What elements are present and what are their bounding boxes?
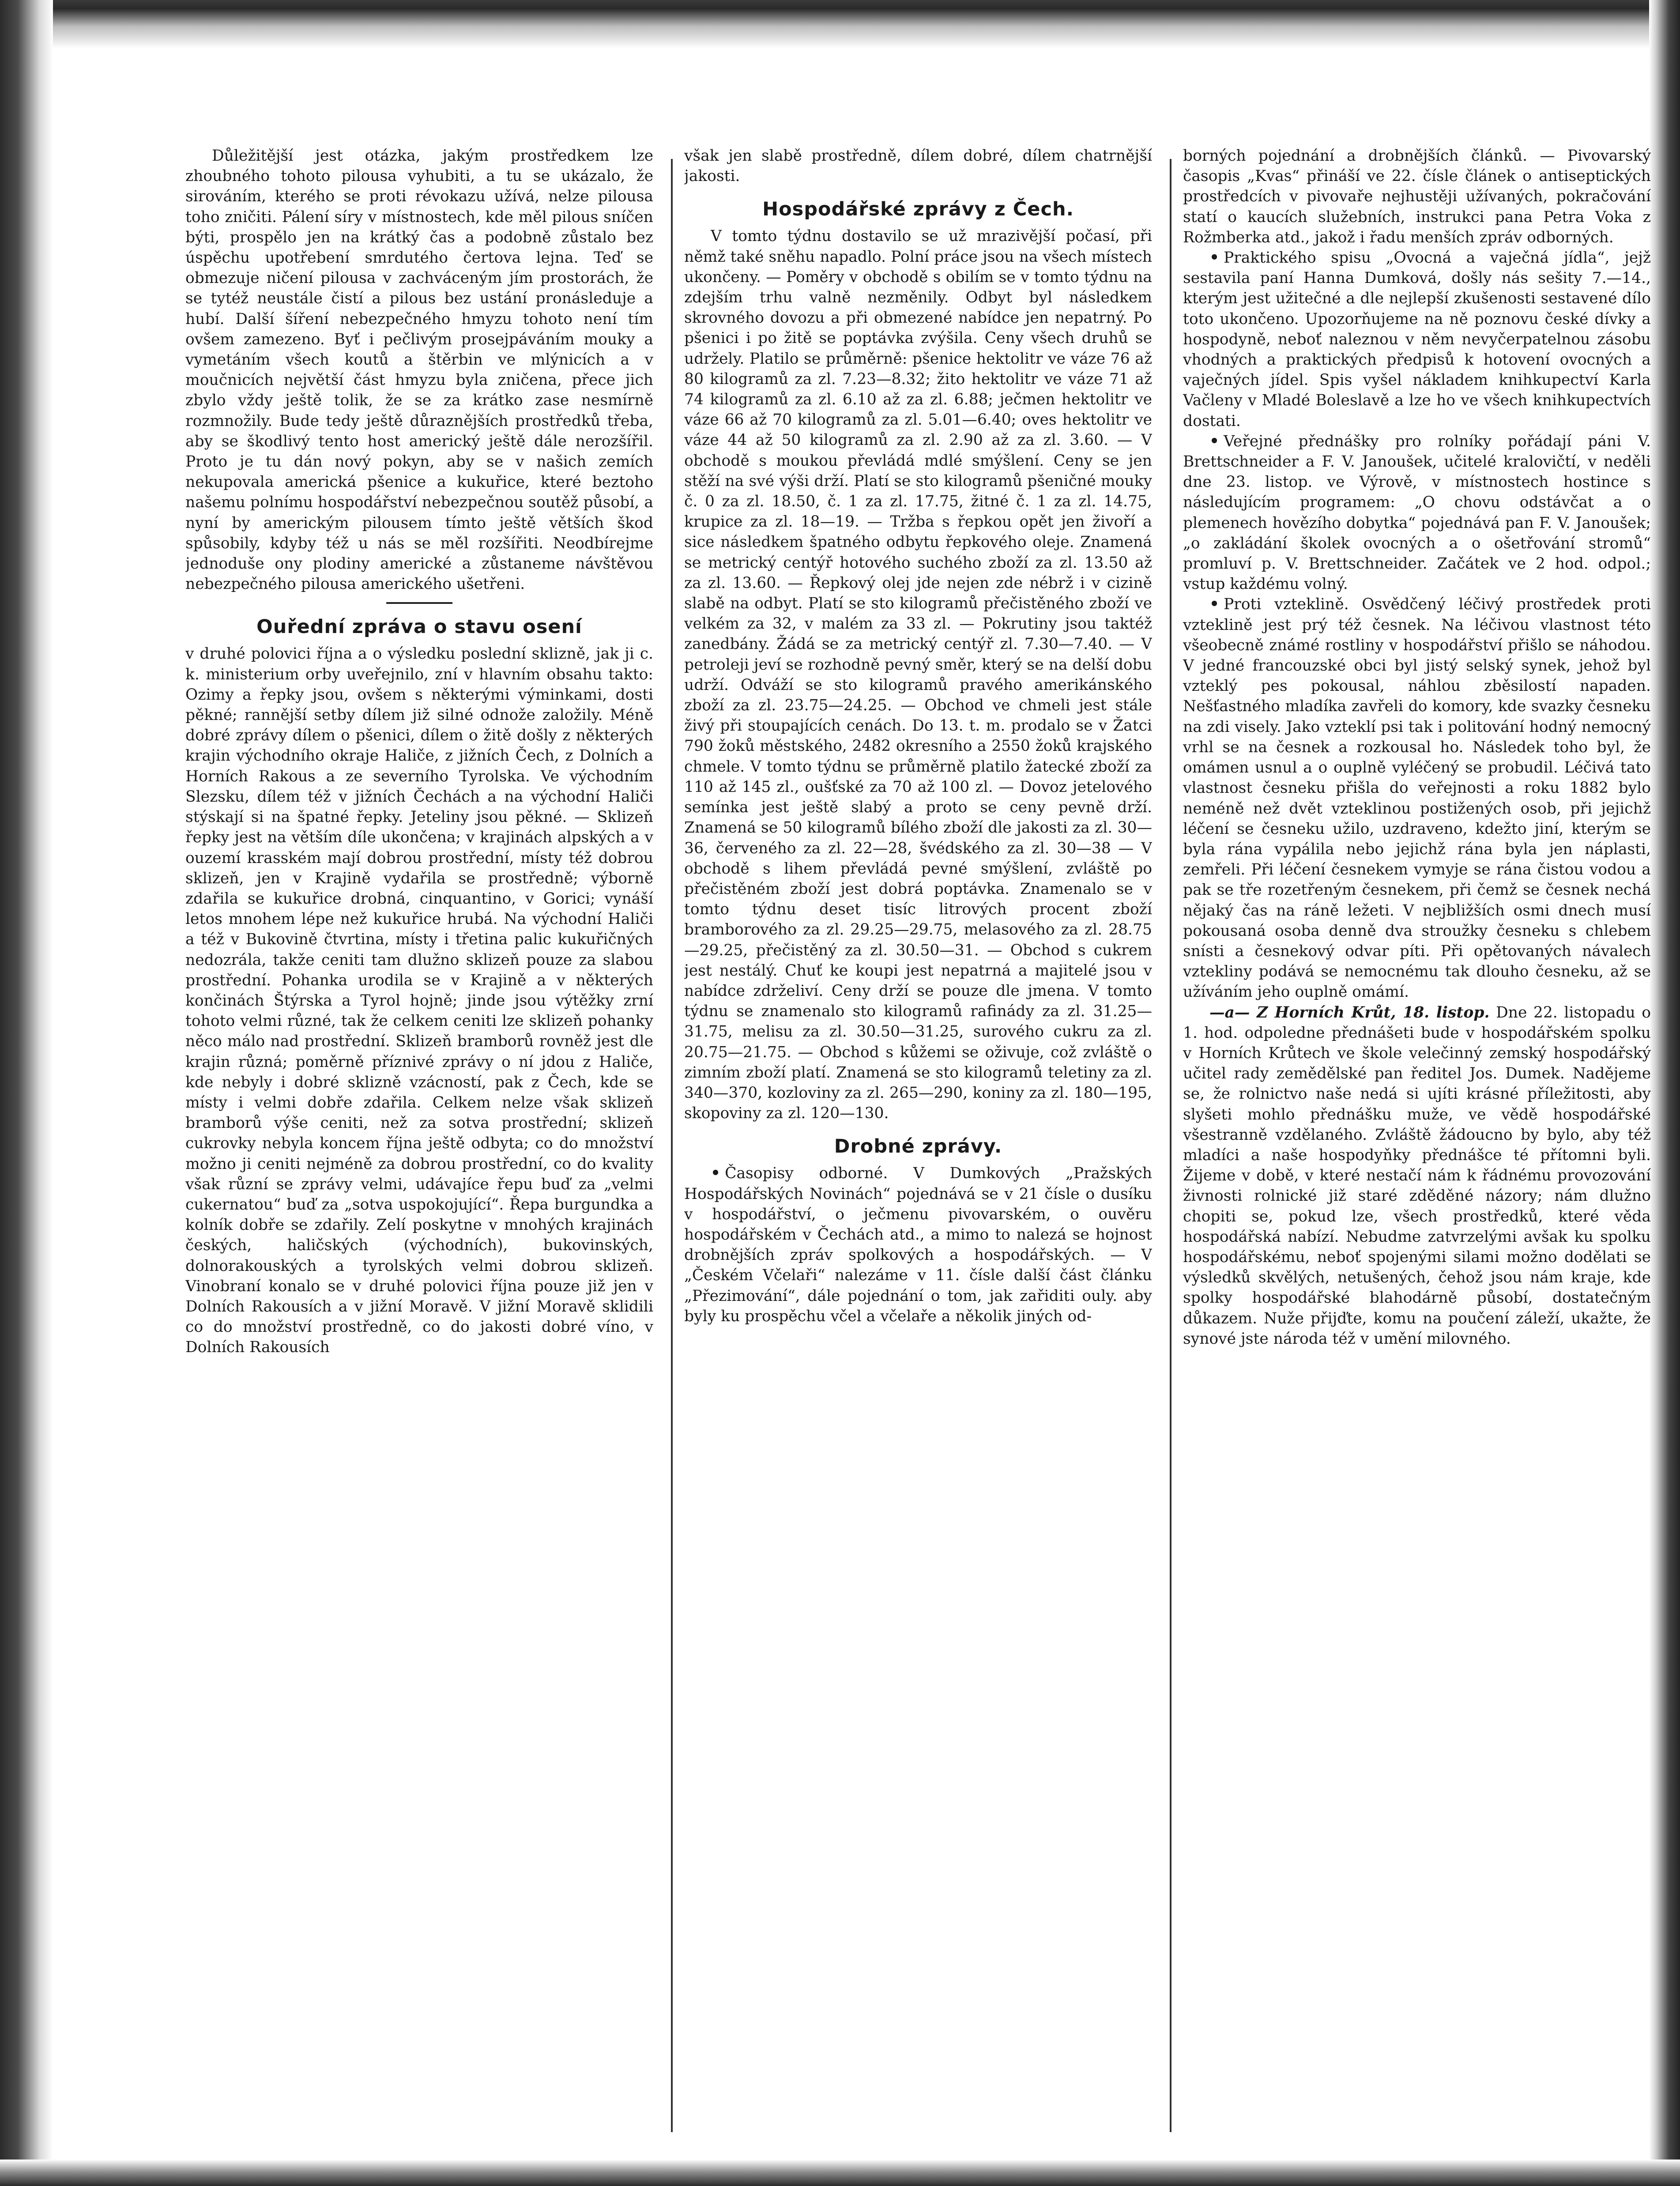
- scan-edge-right: [1649, 0, 1680, 2186]
- horni-kruty-news-text: —a— Z Horních Krůt, 18. listop. Dne 22. listopadu o 1. hod. odpoledne přednášeti bude v hospodářském spolku v Horních Krůtech ve škole velečinný zemský hospodářský učitel rady zemědělské pan ředitel Jos. Dumek. Nadějeme se, že rolnictvo naše nedá si ujíti krásné příležitosti, aby slyšeti mohlo přednášku muže, ve vědě hospodářské všestranně vzdělaného. Zvláště žádoucno by bylo, aby též mladíci a naše hospodyňky přednášce té přítomni byli. Žijeme v době, v které nestačí nám k řádnému provozování živnosti rolnické již staré zděděné názory; nám dlužno chopiti se, pokud lze, všech prostředků, které věda hospodářská nabízí. Nebudme zatvrzelými avšak ku spolku hospodářskému, neboť spojenými silami možno dodělati se výsledků skvělých, netušených, čehož jsou nám kraje, kde spolky hospodářské blahodárně působí, dostatečným důkazem. Nuže přijďte, komu na poučení záleží, ukažte, že synové jste národa též v umění milovného.: [1183, 1003, 1651, 1348]
- journals-news-text: • Časopisy odborné. V Dumkových „Pražských Hospodářských Novinách“ pojednává se v 21 čísle o dusíku v hospodářství, o ječmenu pivovarském, o ouvěru hospodářském v Čechách atd., a mimo to nalezá se hojnost drobnějších zpráv spolkových a hospodářských. — V „Českém Včelaři“ nalezáme v 11. čísle další část článku „Přezimování“, dále pojednání o tom, jak zařiditi ouly. aby byly ku prospěchu včel a včelaře a několik jiných od-: [684, 1165, 1152, 1325]
- bullet-icon: •: [1209, 249, 1220, 267]
- economic-news-heading: Hospodářské zprávy z Čech.: [762, 198, 1074, 221]
- bullet-icon: •: [1209, 595, 1220, 614]
- short-news-heading: Drobné zprávy.: [834, 1135, 1002, 1158]
- cookbook-news-text: • Praktického spisu „Ovocná a vaječná jídla“, jejž sestavila paní Hanna Dumková, došly nás sešity 7.—14., kterým jest užitečné a dle nejlepší zkušenosti sestavené dílo toto ukončeno. Upozorňujeme na ně poznovu české dívky a hospodyně, neboť naleznou v něm nevyčerpatelnou zásobu vhodných a praktických předpisů k hotovení ovocných a vaječných jídel. Spis vyšel nákladem knihkupectví Karla Vačleny v Mladé Boleslavě a lze ho ve všech knihkupectvích dostati.: [1183, 249, 1651, 430]
- column-rule-2: [1170, 159, 1171, 2132]
- column-2: [684, 146, 1152, 2145]
- journals-news-continuation: borných pojednání a drobnějších článků. — Pivovarský časopis „Kvas“ přináší ve 22. čísle článek o antiseptických prostředcích v pivovaře nejhustěji užívaných, pokračování statí o kaucích služebních, instrukci pana Petra Voka z Rožmberka atd., jakož i řadu menších zpráv odborných.: [1183, 147, 1651, 246]
- official-report-heading: Ouřední zpráva o stavu osení: [256, 616, 582, 638]
- scan-edge-top: [0, 0, 1680, 49]
- column-rule-1: [671, 159, 673, 2132]
- lectures-news-text: • Veřejné přednášky pro rolníky pořádají páni V. Brettschneider a F. V. Janoušek, učitelé kralovičtí, v neděli dne 23. listop. ve Výrově, v místnostech hostince s následujícím programem: „O chovu odstávčat a o plemenech hovězího dobytka“ pojednává pan F. V. Janoušek; „o zakládání školek ovocných a o ošetřování stromů“ promluví p. V. Brettschneider. Začátek ve 2 hod. odpol.; vstup každému volný.: [1183, 432, 1651, 593]
- scan-edge-left: [0, 0, 53, 2186]
- official-report-text: v druhé polovici října a o výsledku poslední sklizně, jak ji c. k. ministerium orby uveřejnilo, zní v hlavním obsahu takto: Ozimy a řepky jsou, ovšem s některými výminkami, dosti pěkné; rannější setby dílem již silné odnože založily. Méně dobré zprávy dílem o pšenici, dílem o žitě došly z některých krajin východního okraje Haliče, z jižních Čech, z Dolních a Horních Rakous a ze severního Tyrolska. Ve východním Slezsku, dílem též v jižních Čechách a na východní Haliči stýskají si na špatné řepky. Jeteliny jsou pěkné. — Sklizeň řepky jest na větším díle ukončena; v krajinách alpských a v ouzemí krasském mají dobrou prostřední, místy též dobrou sklizeň, jen v Krajině vydařila se prostředně; výborně zdařila se kukuřice drobná, cinquantino, v Gorici; vynáší letos mnohem lépe než kukuřice hrubá. Na východní Haliči a též v Bukovině čtvrtina, místy i třetina palic kukuřičných nedozrála, takže ceniti tam dlužno sklizeň pouze za slabou prostřední. Pohanka urodila se v Krajině a v některých končinách Štýrska a Tyrol hojně; jinde jsou výtěžky zrní tohoto velmi různé, tak že celkem ceniti lze sklizeň pohanky něco málo nad prostřední. Sklizeň bramborů rovněž jest dle krajin různá; poměrně příznivé zprávy o ní jdou z Haliče, kde nebyly i dobré sklizně vzácností, pak z Čech, kde se místy i velmi dobře zdařila. Celkem nelze však sklizeň bramborů výše ceniti, než za sotva prostřední; sklizeň cukrovky nebyla koncem října ještě odbyta; co do množství možno ji ceniti nejméně za dobrou prostřední, co do kvality však různí se zprávy velmi, udávajíce řepu buď za „velmi cukernatou“ buď za „sotva uspokojující“. Řepa burgundka a kolník dobře se zdařily. Zelí poskytne v mnohých krajinách českých, haličských (východních), bukovinských, dolnorakouských a tyrolských velmi dobrou sklizeň. Vinobraní konalo se v druhé polovici října pouze již jen v Dolních Rakousích a v jižní Moravě. V jižní Moravě sklidili co do množství prostředně, co do jakosti dobré víno, v Dolních Rakousích: [185, 645, 653, 1357]
- economic-news-text: V tomto týdnu dostavilo se už mrazivější počasí, při němž také sněhu napadlo. Polní práce jsou na všech místech ukončeny. — Poměry v obchodě s obilím se v tomto týdnu na zdejším trhu valně nezměnily. Odbyt byl následkem skrovného dovozu a při obmezené nabídce jen nepatrný. Po pšenici i po žitě se poptávka zvýšila. Ceny všech druhů se udržely. Platilo se průměrně: pšenice hektolitr ve váze 76 až 80 kilogramů za zl. 7.23—8.32; žito hektolitr ve váze 71 až 74 kilogramů za zl. 6.10 až za zl. 6.88; ječmen hektolitr ve váze 66 až 70 kilogramů za zl. 5.01—6.40; oves hektolitr ve váze 44 až 50 kilogramů za zl. 2.90 až za zl. 3.60. — V obchodě s moukou převládá mdlé smýšlení. Ceny se jen stěží na své výši drží. Platí se sto kilogramů pšeničné mouky č. 0 za zl. 18.50, č. 1 za zl. 17.75, žitné č. 1 za zl. 14.75, krupice za zl. 18—19. — Tržba s řepkou opět jen živoří a sice následkem špatného odbytu řepkového oleje. Znamená se metrický centýř hotového suchého zboží za zl. 13.50 až za zl. 13.60. — Řepkový olej jde nejen zde nébrž i v cizině slabě na odbyt. Platí se sto kilogramů přečistěného zboží ve velkém za 32, v malém za 33 zl. — Pokrutiny jsou taktéž zanedbány. Žádá se za metrický centýř zl. 7.30—7.40. — V petroleji jeví se rozhodně pevný směr, který se na delší dobu udrží. Odváží se sto kilogramů pravého amerikánského zboží za zl. 23.75—24.25. — Obchod ve chmeli jest stále živý při stoupajících cenách. Do 13. t. m. prodalo se v Žatci 790 žoků městského, 2482 okresního a 2550 žoků krajského chmele. V tomto týdnu se průměrně platilo žatecké zboží za 110 až 145 zl., oušťské za 70 až 100 zl. — Dovoz jetelového semínka jest ještě slabý a proto se ceny pevně drží. Znamená se 50 kilogramů bílého zboží dle jakosti za zl. 30—36, červeného za zl. 22—28, švédského za zl. 30—38 — V obchodě s lihem převládá pevné smýšlení, zvláště po přečistěném zboží jest dobrá poptávka. Znamenalo se v tomto týdnu deset tisíc litrových procent zboží bramborového za zl. 29.25—29.75, melasového za zl. 28.75—29.25, přečistěný za zl. 30.50—31. — Obchod s cukrem jest nestálý. Chuť ke koupi jest nepatrná a majitelé jsou v nabídce zdrželiví. Ceny drží se pouze dle jmena. V tomto týdnu se znamenalo sto kilogramů rafinády za zl. 31.25—31.75, melisu za zl. 30.50—31.25, surového cukru za zl. 20.75—21.75. — Obchod s kůžemi se oživuje, což zvláště o zimním zboží platí. Znamená se sto kilogramů teletiny za zl. 340—370, kozloviny za zl. 265—290, koniny za zl. 180—195, skopoviny za zl. 120—130.: [684, 227, 1152, 1123]
- bullet-icon: •: [1209, 432, 1220, 450]
- bullet-icon: •: [711, 1165, 721, 1183]
- column-3: [1183, 146, 1651, 2145]
- dateline: —a— Z Horních Krůt, 18. listop.: [1209, 1003, 1490, 1021]
- newspaper-page: [185, 146, 1651, 2145]
- scan-edge-bottom: [0, 2160, 1680, 2186]
- pilous-article-text: Důležitější jest otázka, jakým prostředkem lze zhoubného tohoto pilousa vyhubiti, a tu se ukázalo, že sirováním, kterého se proti révokazu užívá, nelze pilousa toho zničiti. Pálení síry v místnostech, kde měl pilous sníčen býti, prospělo jen na krátký čas a podobně zůstalo bez úspěchu upotřebení smrdutého čertova lejna. Teď se obmezuje ničení pilousa v zachváceným jím prostorách, že se tytéž neustále čistí a pilous bez ustání pronásleduje a hubí. Další šíření nebezpečného hmyzu tohoto není tím ovšem zamezeno. Byť i pečlivým prosejpáváním mouky a vymetáním všech koutů a štěrbin ve mlýnicích a v moučnicích největší část hmyzu byla zničena, přece jich zbylo vždy ještě tolik, že se za krátko zase nesmírně rozmnožily. Bude tedy ještě důraznějších prostředků třeba, aby se škodlivý tento host americký ještě dále nerozšířil. Proto je tu dán nový pokyn, aby se v našich zemích nekupovala americká pšenice a kukuřice, které beztoho našemu polnímu hospodářství nebezpečnou soutěž působí, a nyní by americkým pilousem tímto ještě větších škod spůsobily, kdyby též u nás se měl rozšířiti. Neodbírejme jednoduše ony plodiny americké a zůstaneme návštěvou nebezpečného pilousa amerického ušetřeni.: [185, 147, 653, 593]
- column-1: [185, 146, 653, 2145]
- official-report-continuation: však jen slabě prostředně, dílem dobré, dílem chatrnější jakosti.: [684, 147, 1152, 185]
- section-divider: [386, 602, 452, 604]
- rabies-news-text: • Proti vzteklině. Osvědčený léčivý prostředek proti vzteklině jest prý též česnek. Na léčivou vlastnost této všeobecně známé rostliny v hospodářství přišlo se náhodou. V jedné francouzské obci byl jistý selský synek, jehož byl vzteklý pes pokousal, náhlou zběsilostí napaden. Nešťastného mladíka zavřeli do komory, kde svazky česneku na zdi visely. Jako vzteklí psi tak i politování hodný nemocný vrhl se na česnek a rozkousal ho. Následek toho byl, že omámen usnul a o ouplně vyléčený se probudil. Léčivá tato vlastnost česneku přišla do veřejnosti a roku 1882 bylo neméně než dvět vzteklinou postižených osob, při jejichž léčení se česneku užilo, uzdraveno, kdežto jiní, kterým se byla rána vypálila nebo jejichž rána byla jen náplasti, zemřeli. Při léčení česnekem vymyje se rána čistou vodou a pak se tře rozetřeným česnekem, při čemž se česnek nechá nějaký čas na ráně ležeti. V nejbližších osmi dnech musí pokousaná osoba denně dva stroužky česneku s chlebem snísti a česnekový odvar píti. Při opětovaných návalech vztekliny podává se nemocnému tak dlouho česneku, až se užíváním jeho ouplně omámí.: [1183, 595, 1651, 1001]
